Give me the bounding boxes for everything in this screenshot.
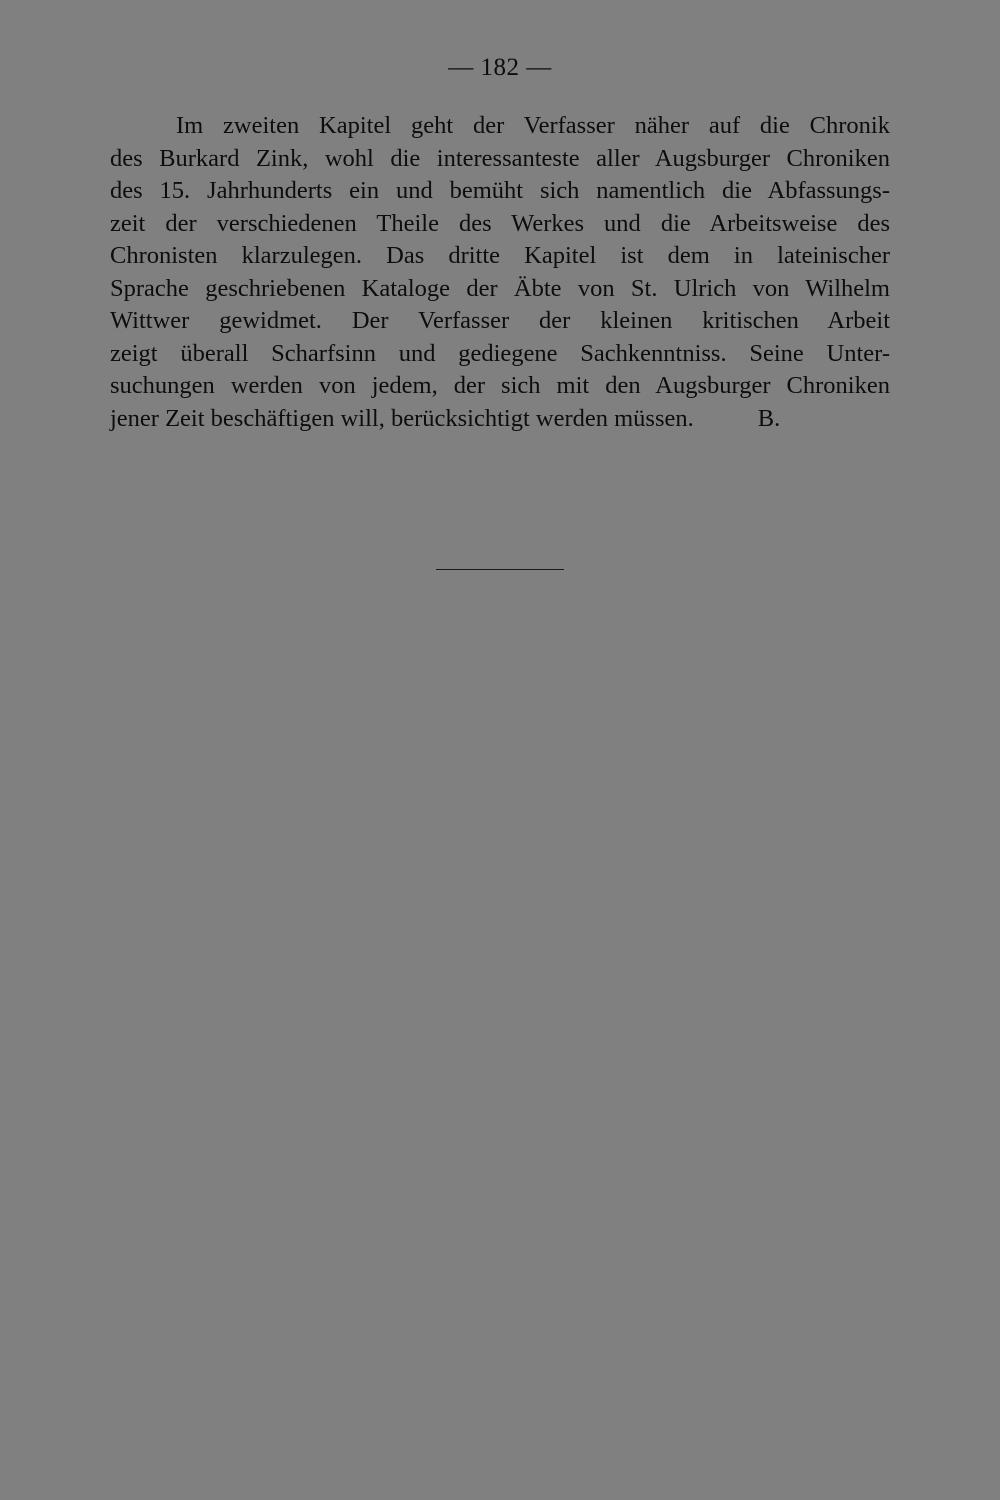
text-line: Wittwer gewidmet. Der Verfasser der kleinen kritischen Arbeit [110, 307, 890, 334]
text-line: suchungen werden von jedem, der sich mit den Augsburger Chroniken [110, 372, 890, 399]
page-number: — 182 — [448, 54, 552, 81]
text-line: jener Zeit beschäftigen will, berücksichtigt werden müssen. [110, 404, 694, 432]
text-line: Im zweiten Kapitel geht der Verfasser näher auf die Chronik [176, 112, 890, 139]
text-line-last [110, 403, 890, 436]
reviewer-signature: B. [757, 404, 781, 432]
section-divider [436, 569, 564, 570]
text-line: Sprache geschriebenen Kataloge der Äbte von St. Ulrich von Wilhelm [110, 274, 890, 302]
text-line: des 15. Jahrhunderts ein und bemüht sich namentlich die Abfassungs- [110, 177, 890, 204]
text-line: zeit der verschiedenen Theile des Werkes und die Arbeitsweise des [110, 209, 890, 237]
review-paragraph [110, 110, 890, 435]
text-line: Chronisten klarzulegen. Das dritte Kapitel ist dem in lateinischer [110, 242, 890, 269]
text-line: des Burkard Zink, wohl die interessanteste aller Augsburger Chroniken [110, 144, 890, 172]
text-line: zeigt überall Scharfsinn und gediegene Sachkenntniss. Seine Unter- [110, 339, 890, 367]
